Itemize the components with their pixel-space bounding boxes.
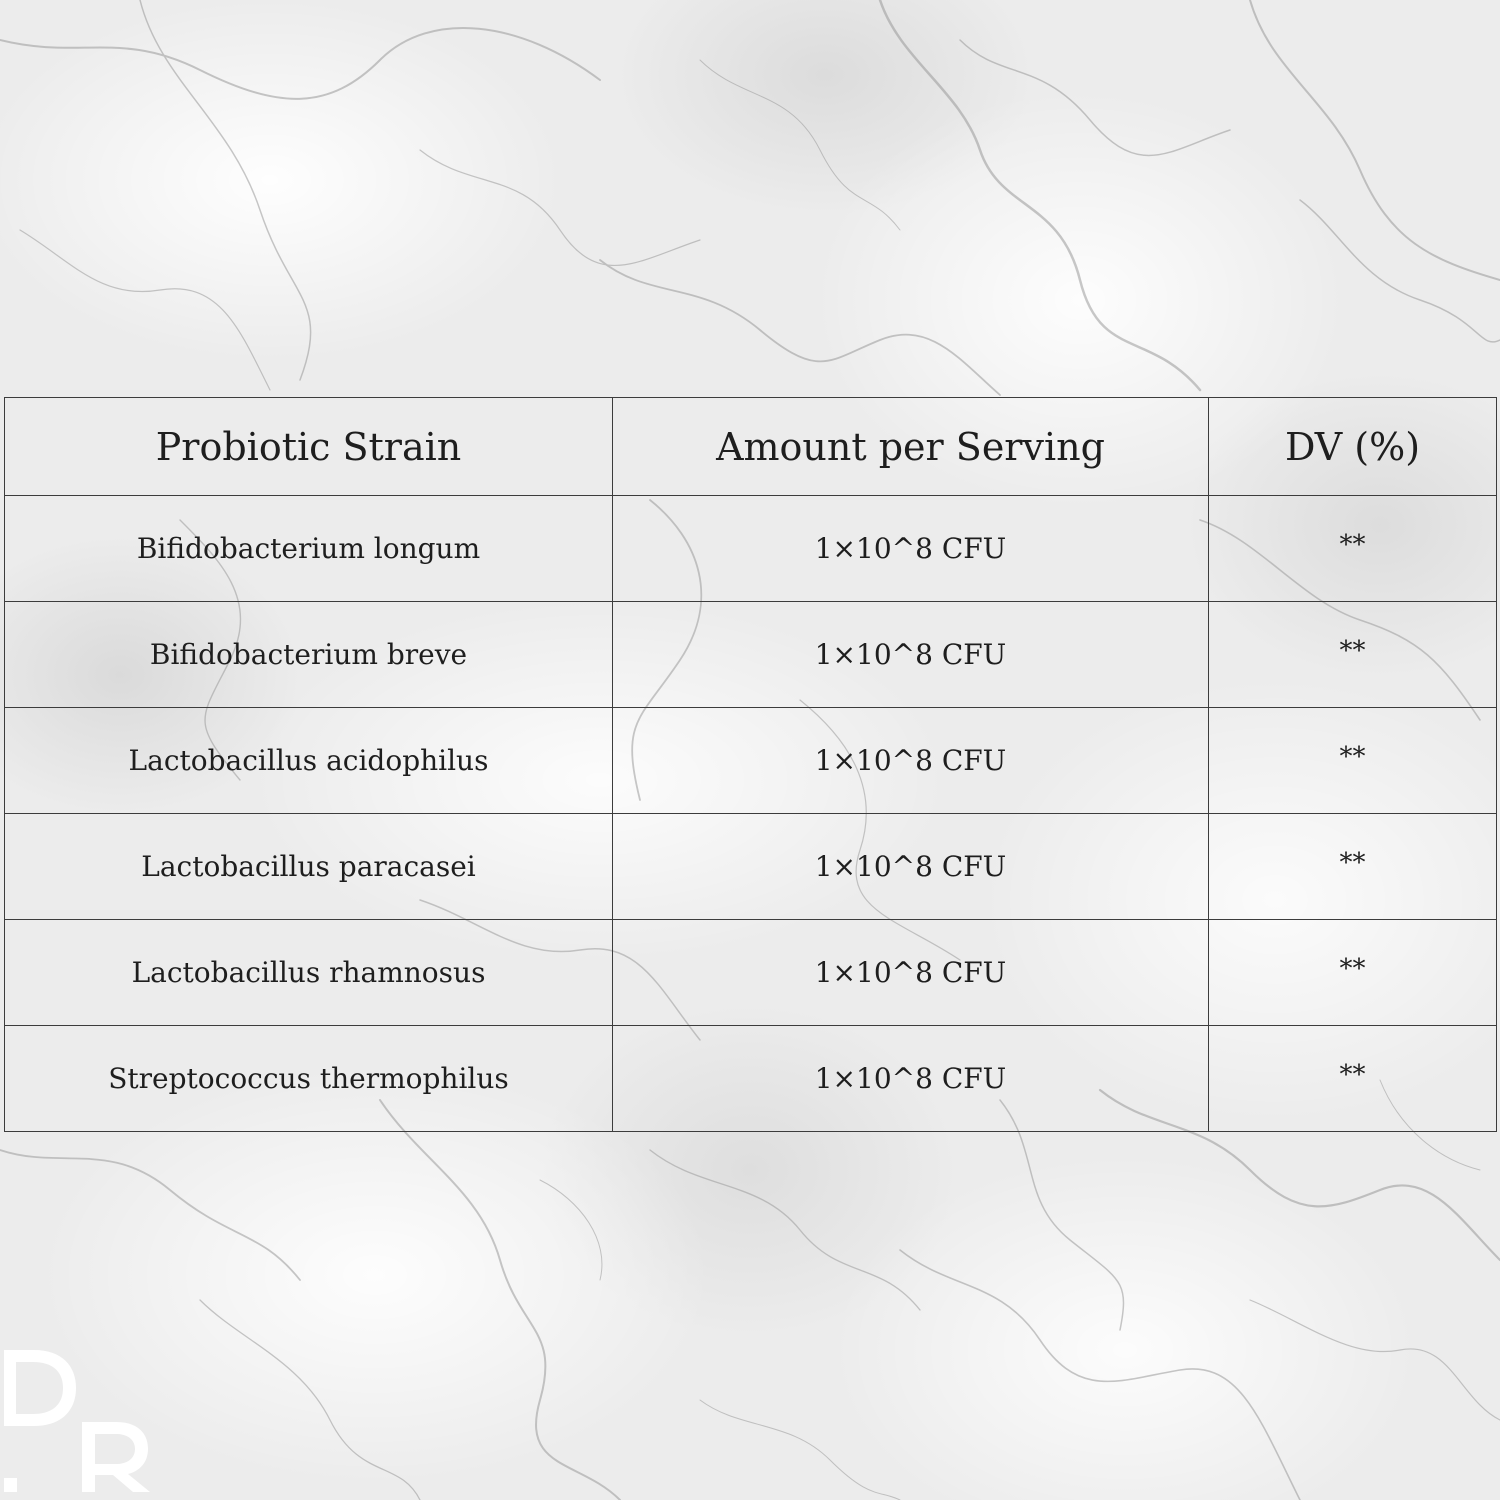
table-row bbox=[5, 814, 1497, 920]
strain-cell: Bifidobacterium longum bbox=[5, 496, 613, 602]
dr-logo bbox=[0, 1342, 160, 1500]
table-row bbox=[5, 708, 1497, 814]
strain-cell: Lactobacillus paracasei bbox=[5, 814, 613, 920]
amount-cell: 1×10^8 CFU bbox=[613, 496, 1209, 602]
header-dv-percent: DV (%) bbox=[1209, 398, 1497, 496]
amount-cell: 1×10^8 CFU bbox=[613, 602, 1209, 708]
dv-cell: ** bbox=[1209, 708, 1497, 814]
table-row bbox=[5, 920, 1497, 1026]
strain-cell: Bifidobacterium breve bbox=[5, 602, 613, 708]
dv-cell: ** bbox=[1209, 814, 1497, 920]
table-row bbox=[5, 602, 1497, 708]
amount-cell: 1×10^8 CFU bbox=[613, 1026, 1209, 1132]
header-probiotic-strain: Probiotic Strain bbox=[5, 398, 613, 496]
amount-cell: 1×10^8 CFU bbox=[613, 814, 1209, 920]
table-row bbox=[5, 496, 1497, 602]
dv-cell: ** bbox=[1209, 920, 1497, 1026]
dv-cell: ** bbox=[1209, 496, 1497, 602]
strain-cell: Lactobacillus acidophilus bbox=[5, 708, 613, 814]
table-row bbox=[5, 1026, 1497, 1132]
strain-cell: Streptococcus thermophilus bbox=[5, 1026, 613, 1132]
dv-cell: ** bbox=[1209, 602, 1497, 708]
amount-cell: 1×10^8 CFU bbox=[613, 708, 1209, 814]
header-amount-per-serving: Amount per Serving bbox=[613, 398, 1209, 496]
amount-cell: 1×10^8 CFU bbox=[613, 920, 1209, 1026]
table-header-row bbox=[5, 398, 1497, 496]
dv-cell: ** bbox=[1209, 1026, 1497, 1132]
probiotic-strain-table bbox=[4, 397, 1497, 1132]
strain-cell: Lactobacillus rhamnosus bbox=[5, 920, 613, 1026]
